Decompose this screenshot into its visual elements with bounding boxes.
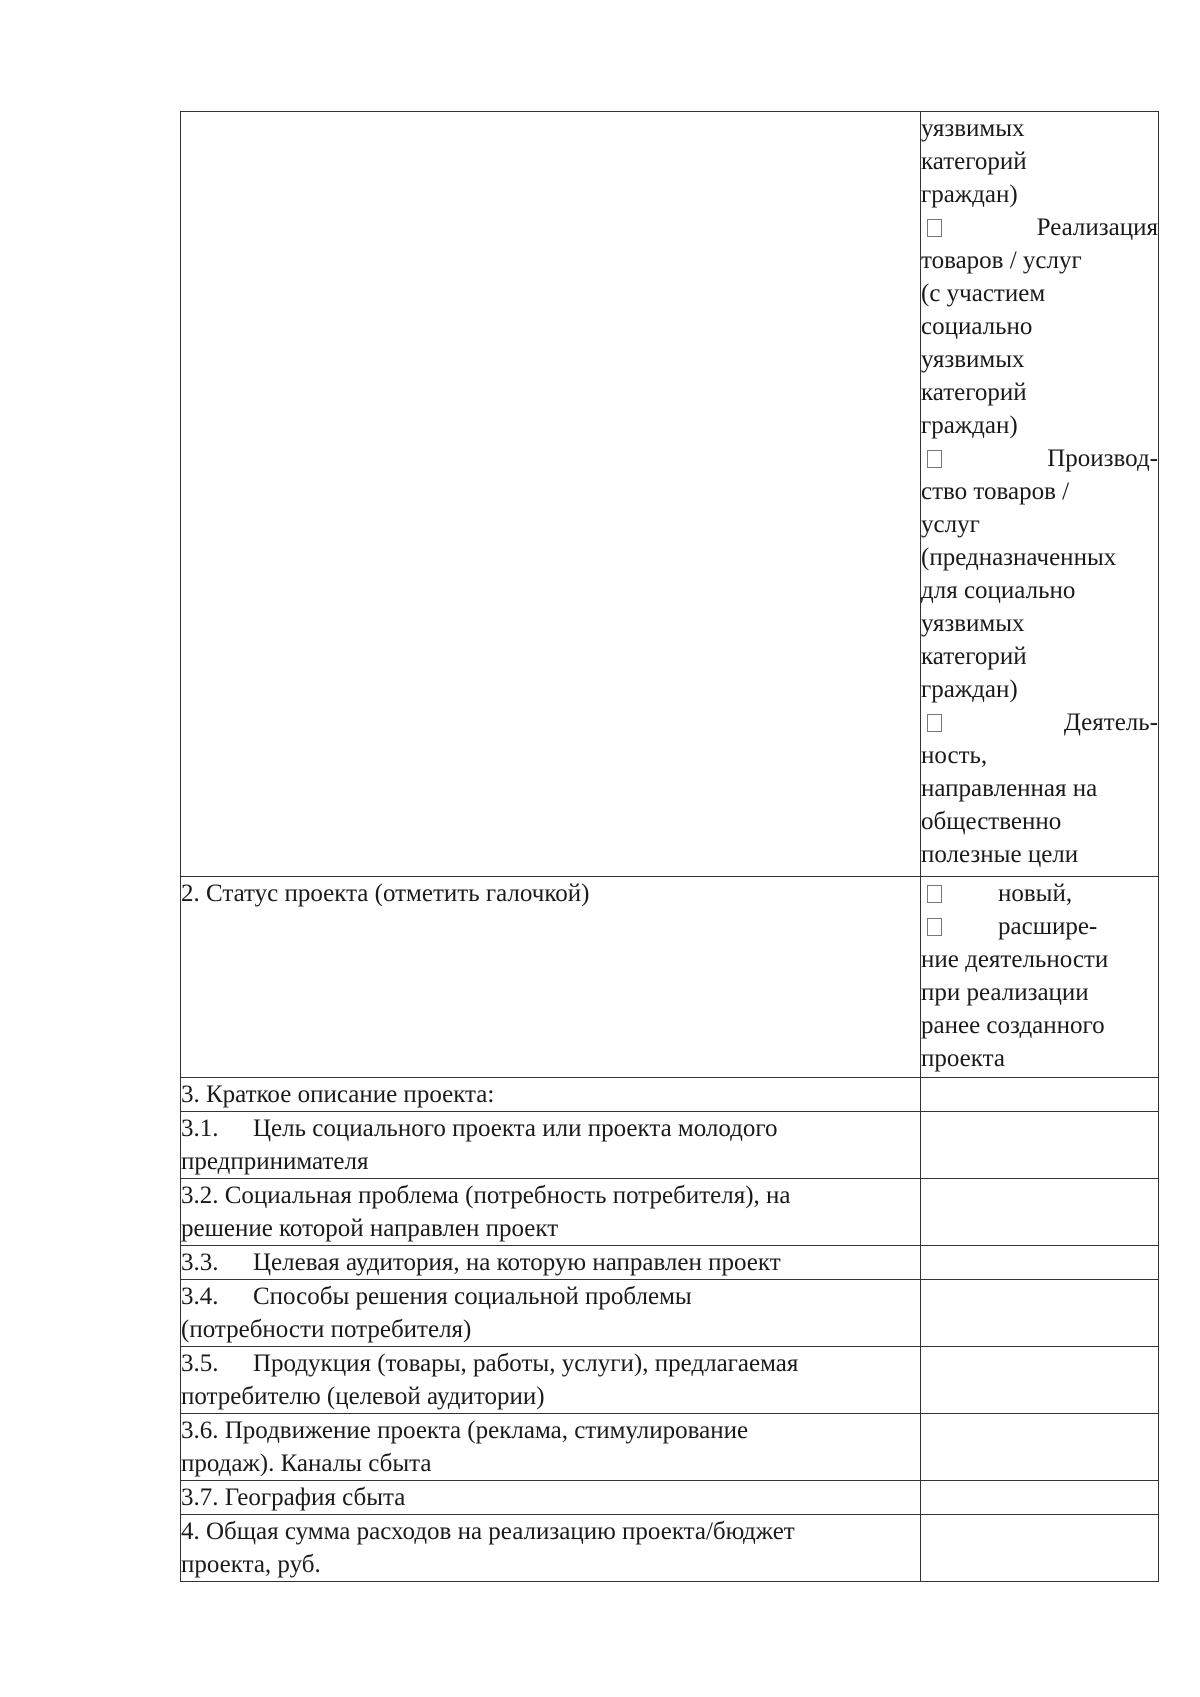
option-line: (с участием: [921, 280, 1046, 307]
row-label: [181, 1246, 920, 1279]
row-label: [181, 1280, 920, 1313]
row-label: потребителю (целевой аудитории): [181, 1383, 545, 1410]
option-head-text: Производ-: [1047, 445, 1158, 472]
table-row: [181, 1515, 1159, 1582]
project-status-row: [181, 877, 1159, 1078]
row-label-cell: [181, 1179, 921, 1246]
option-line: проекта: [921, 1045, 1005, 1072]
activity-type-label-cell: [181, 112, 921, 877]
option-line: ранее созданного: [921, 1012, 1105, 1039]
row-label: 3.2. Социальная проблема (потребность потребителя), на: [181, 1182, 791, 1209]
activity-type-options-cell: [921, 112, 1159, 877]
checkbox-icon[interactable]: [927, 714, 942, 732]
row-label: [181, 1347, 920, 1380]
option-line: направленная на: [921, 775, 1098, 802]
option-head-text: Деятель-: [1063, 709, 1158, 736]
table-row: [181, 1414, 1159, 1481]
option-continued-line: граждан): [921, 181, 1018, 208]
project-form-table: [180, 111, 1159, 1582]
option-line: услуг: [921, 511, 980, 538]
row-value-cell[interactable]: [921, 1280, 1159, 1347]
option-line: уязвимых: [921, 346, 1025, 373]
activity-type-row: [181, 112, 1159, 877]
row-label: 4. Общая сумма расходов на реализацию проекта/бюджет: [181, 1518, 795, 1545]
row-label-cell: [181, 1515, 921, 1582]
row-label: (потребности потребителя): [181, 1316, 472, 1343]
row-label: проекта, руб.: [181, 1551, 321, 1578]
option-public-benefit[interactable]: [921, 706, 1158, 871]
row-label-text: Целевая аудитория, на которую направлен проект: [253, 1249, 781, 1276]
option-line: ство товаров /: [921, 478, 1070, 505]
project-status-label: 2. Статус проекта (отметить галочкой): [181, 880, 590, 907]
row-value-cell[interactable]: [921, 1414, 1159, 1481]
row-number: 3.4.: [181, 1283, 219, 1310]
row-label: предпринимателя: [181, 1148, 369, 1175]
row-label-cell: [181, 1112, 921, 1179]
option-continued-line: категорий: [921, 148, 1027, 175]
row-label-cell: [181, 1347, 921, 1414]
row-value-cell[interactable]: [921, 1481, 1159, 1515]
row-label: 3.6. Продвижение проекта (реклама, стимулирование: [181, 1417, 749, 1444]
row-label-cell: [181, 1078, 921, 1112]
option-continued-line: уязвимых: [921, 115, 1025, 142]
row-label: 3. Краткое описание проекта:: [181, 1081, 495, 1108]
option-line: ние деятельности: [921, 946, 1109, 973]
row-label-cell: [181, 1481, 921, 1515]
row-label-text: Продукция (товары, работы, услуги), предлагаемая: [253, 1350, 799, 1377]
checkbox-icon[interactable]: [927, 918, 942, 936]
table-row: [181, 1179, 1159, 1246]
option-line: социально: [921, 313, 1033, 340]
row-value-cell[interactable]: [921, 1112, 1159, 1179]
option-line: (предназначенных: [921, 544, 1117, 571]
row-number: 3.5.: [181, 1350, 219, 1377]
option-head-text: расшире-: [998, 913, 1098, 940]
option-head-text: Реализация: [1036, 214, 1158, 241]
row-value-cell[interactable]: [921, 1246, 1159, 1280]
row-label-cell: [181, 1414, 921, 1481]
row-value-cell[interactable]: [921, 1179, 1159, 1246]
option-line: уязвимых: [921, 610, 1025, 637]
row-value-cell[interactable]: [921, 1515, 1159, 1582]
option-realization[interactable]: [921, 211, 1158, 442]
option-line: ность,: [921, 742, 988, 769]
row-value-cell[interactable]: [921, 1347, 1159, 1414]
row-label-text: Цель социального проекта или проекта молодого: [253, 1115, 778, 1142]
option-head-text: новый,: [998, 880, 1073, 907]
option-line: граждан): [921, 412, 1018, 439]
project-status-label-cell: [181, 877, 921, 1078]
row-label-cell: [181, 1246, 921, 1280]
row-label: 3.7. География сбыта: [181, 1484, 406, 1511]
row-number: 3.3.: [181, 1249, 219, 1276]
table-row: [181, 1112, 1159, 1179]
row-label: решение которой направлен проект: [181, 1215, 559, 1242]
option-line: для социально: [921, 577, 1076, 604]
option-line: категорий: [921, 379, 1027, 406]
project-status-options-cell: [921, 877, 1159, 1078]
row-label-cell: [181, 1280, 921, 1347]
option-production[interactable]: [921, 442, 1158, 706]
table-row: [181, 1347, 1159, 1414]
option-line: полезные цели: [921, 841, 1079, 868]
checkbox-icon[interactable]: [927, 219, 942, 237]
row-label: продаж). Каналы сбыта: [181, 1450, 432, 1477]
checkbox-icon[interactable]: [927, 450, 942, 468]
option-status-new[interactable]: [921, 877, 1158, 910]
row-value-cell[interactable]: [921, 1078, 1159, 1112]
table-row: [181, 1246, 1159, 1280]
checkbox-icon[interactable]: [927, 885, 942, 903]
option-line: категорий: [921, 643, 1027, 670]
row-number: 3.1.: [181, 1115, 219, 1142]
option-line: граждан): [921, 676, 1018, 703]
row-label: [181, 1112, 920, 1145]
option-line: при реализации: [921, 979, 1089, 1006]
table-row: [181, 1078, 1159, 1112]
table-row: [181, 1481, 1159, 1515]
option-line: общественно: [921, 808, 1062, 835]
option-line: товаров / услуг: [921, 247, 1082, 274]
option-status-expansion[interactable]: [921, 910, 1158, 1075]
row-label-text: Способы решения социальной проблемы: [253, 1283, 692, 1310]
table-row: [181, 1280, 1159, 1347]
